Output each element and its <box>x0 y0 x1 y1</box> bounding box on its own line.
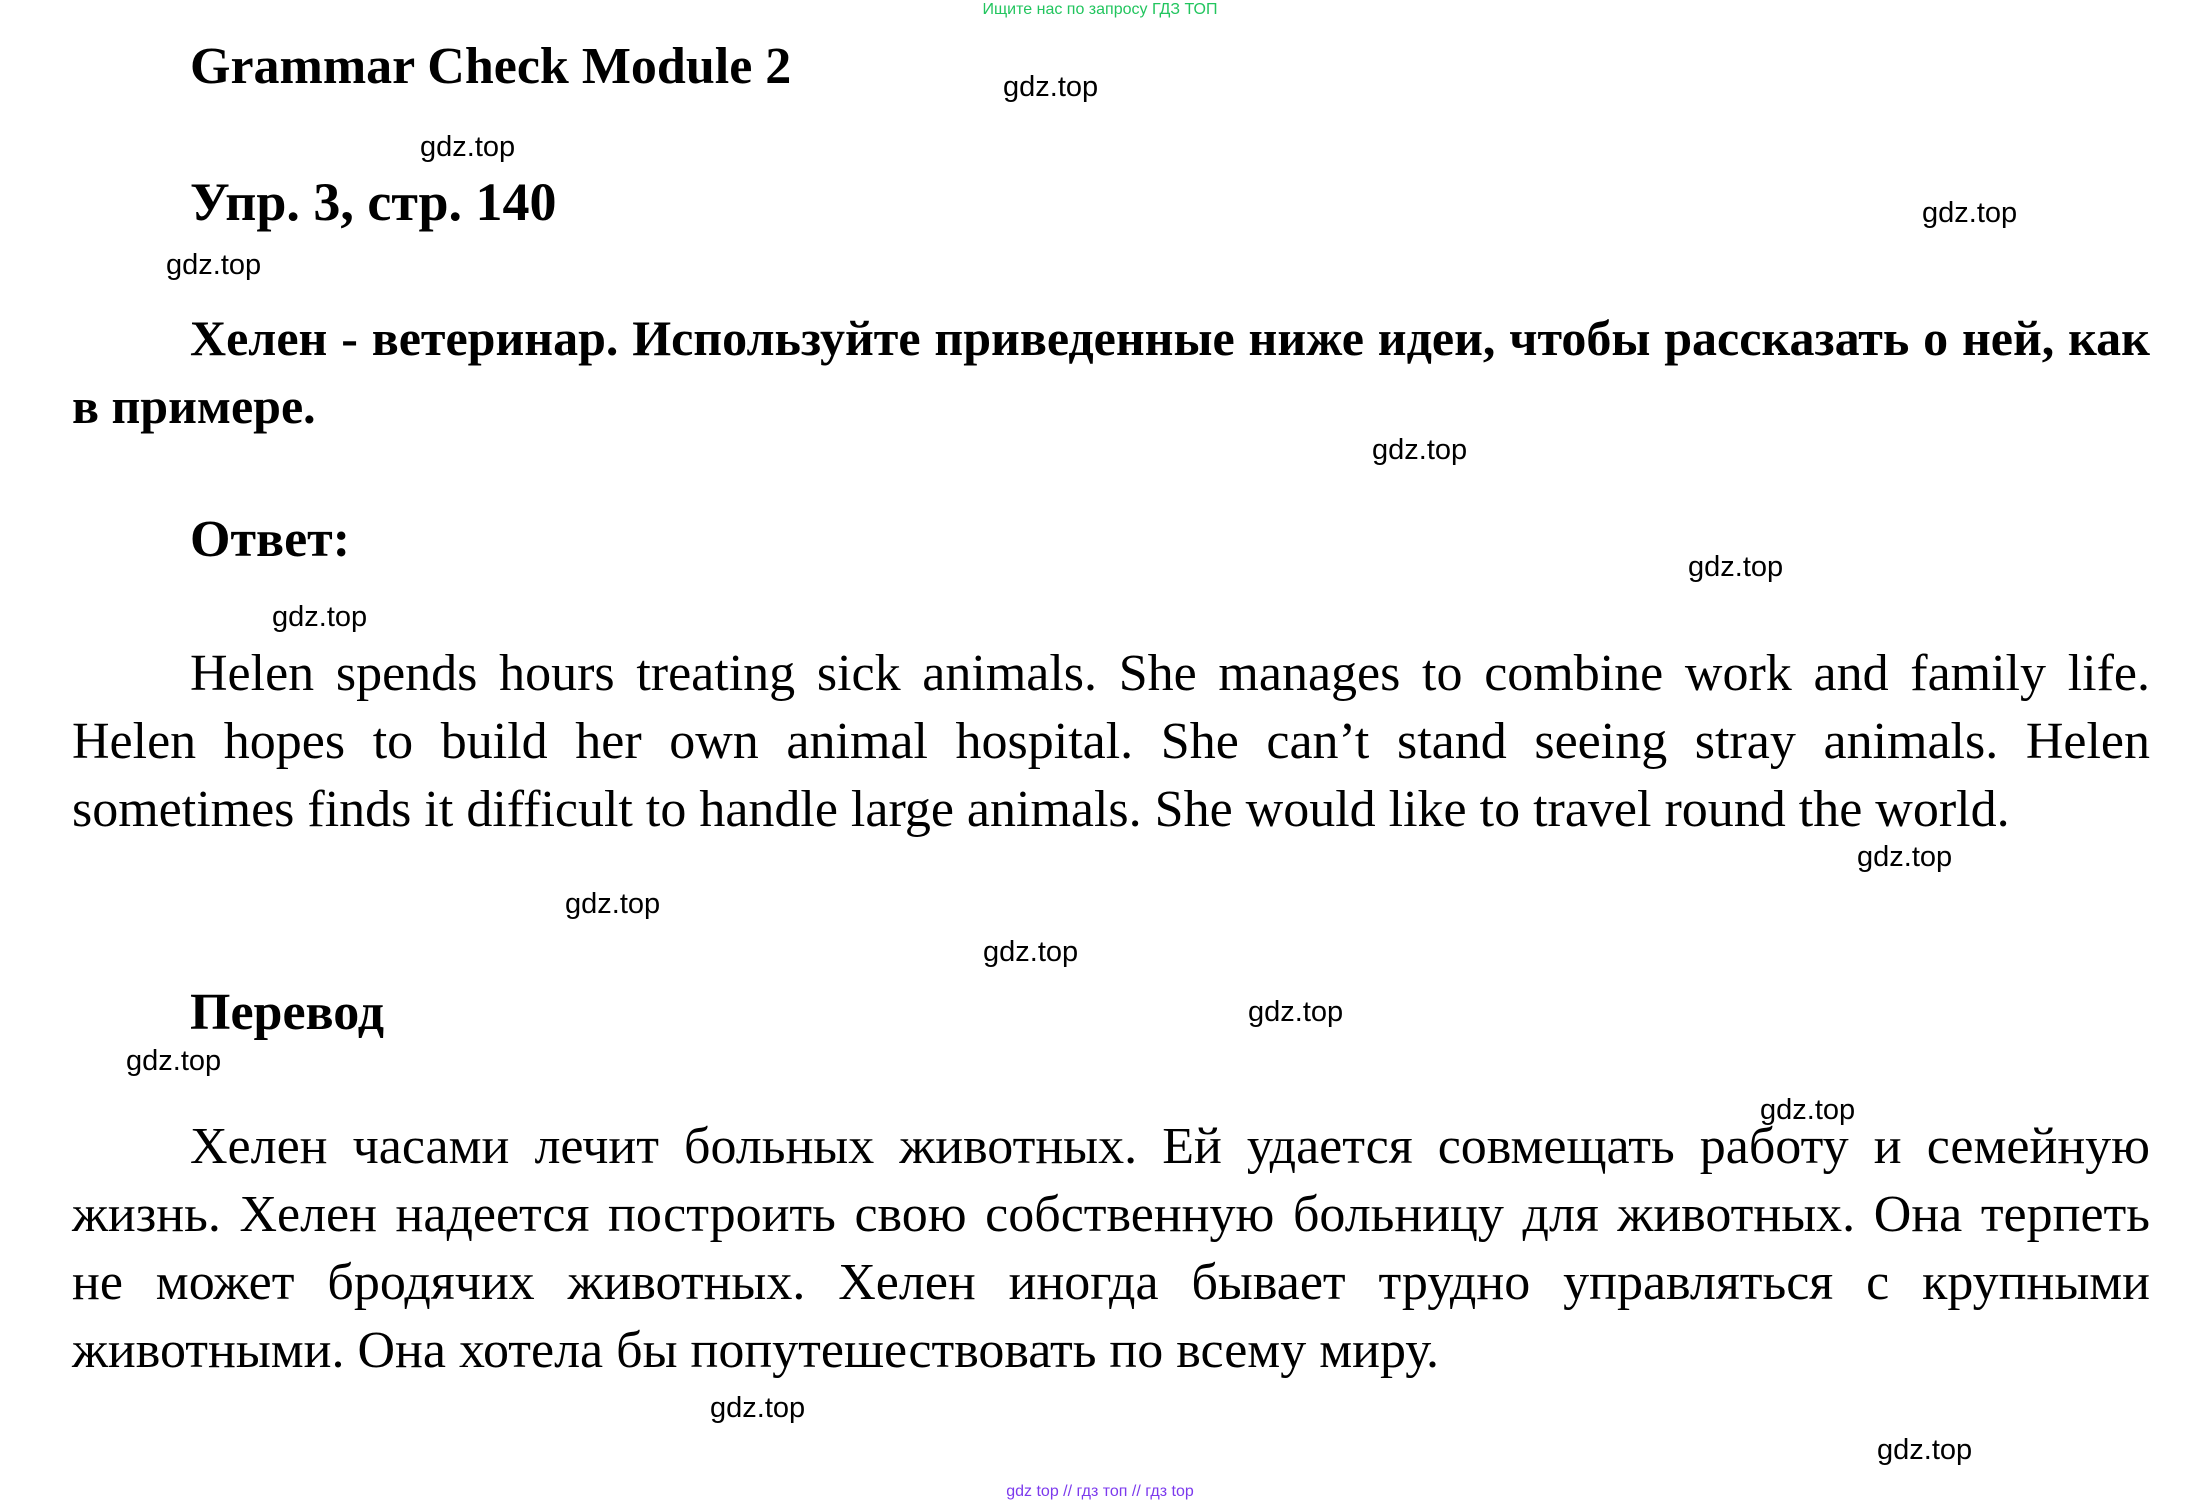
watermark: gdz.top <box>1922 197 2018 229</box>
translation-heading: Перевод <box>190 984 385 1041</box>
task-instructions: Хелен - ветеринар. Используйте приведенные ниже идеи, чтобы рассказать о ней, как в примере. <box>72 310 2150 434</box>
watermark: gdz.top <box>1857 841 1953 873</box>
watermark: gdz.top <box>1877 1434 1973 1466</box>
watermark: gdz.top <box>565 888 661 920</box>
bottom-banner-item: gdz top <box>1006 1483 1059 1500</box>
top-banner: Ищите нас по запросу ГДЗ ТОП <box>982 1 1218 18</box>
watermark: gdz.top <box>126 1045 222 1077</box>
watermark: gdz.top <box>983 936 1079 968</box>
page-title: Grammar Check Module 2 <box>190 38 792 95</box>
watermark: gdz.top <box>1372 434 1468 466</box>
bottom-banner-item: гдз top <box>1145 1483 1194 1500</box>
translation-text: Хелен часами лечит больных животных. Ей удается совмещать работу и семейную жизнь. Хелен надеется построить свою собственную больницу для животных. Она терпеть не может бродячих животных. Хелен иногда бывает трудно управляться с крупными животными. Она хотела бы попутешествовать по всему миру. <box>72 1118 2150 1379</box>
bottom-banner-separator: // <box>1063 1483 1073 1500</box>
watermark: gdz.top <box>272 601 368 633</box>
bottom-banner <box>0 1482 2200 1502</box>
answer-text: Helen spends hours treating sick animals. She manages to combine work and family life. Helen hopes to build her own animal hospital. She can’t stand seeing stray animals. Helen sometimes finds it difficult to handle large animals. She would like to travel round the world. <box>72 645 2150 838</box>
watermark: gdz.top <box>1248 996 1344 1028</box>
answer-heading: Ответ: <box>190 511 351 568</box>
watermark: gdz.top <box>420 131 516 163</box>
bottom-banner-separator: // <box>1131 1483 1141 1500</box>
exercise-reference: Упр. 3, стр. 140 <box>190 172 557 232</box>
watermark: gdz.top <box>710 1392 806 1424</box>
watermark: gdz.top <box>166 249 262 281</box>
watermark: gdz.top <box>1760 1094 1856 1126</box>
bottom-banner-item: гдз топ <box>1076 1483 1128 1500</box>
watermark: gdz.top <box>1003 71 1099 103</box>
watermark: gdz.top <box>1688 551 1784 583</box>
